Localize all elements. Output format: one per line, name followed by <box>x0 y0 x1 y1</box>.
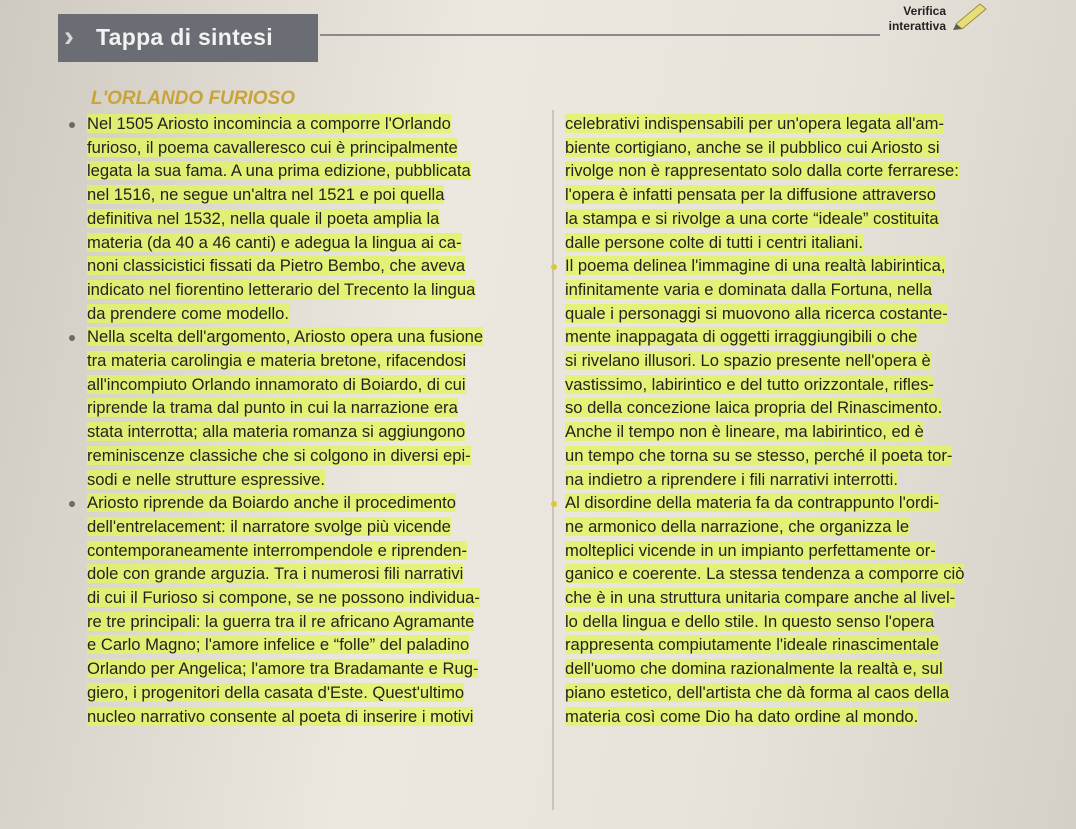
highlighted-text: noni classicistici fissati da Pietro Bembo, che aveva <box>87 256 466 276</box>
text-line <box>565 112 1060 136</box>
text-line <box>565 302 1060 326</box>
text-line <box>87 515 527 539</box>
text-line <box>565 183 1060 207</box>
text-line <box>565 539 1060 563</box>
text-line <box>87 302 527 326</box>
highlighted-text: contemporaneamente interrompendole e riprenden- <box>87 540 468 560</box>
highlighted-text: giero, i progenitori della casata d'Este. Quest'ultimo <box>87 682 465 702</box>
bullet-icon <box>69 335 75 341</box>
highlighted-text: dell'uomo che domina razionalmente la realtà e, sul <box>565 659 943 679</box>
highlighted-text: e Carlo Magno; l'amore infelice e “folle” del paladino <box>87 635 470 655</box>
highlighted-text: si rivelano illusori. Lo spazio presente nell'opera è <box>565 351 931 371</box>
text-line <box>565 278 1060 302</box>
bullet-icon <box>69 122 75 128</box>
highlighted-text: reminiscenze classiche che si colgono in diversi epi- <box>87 445 471 465</box>
highlighted-text: rappresenta compiutamente l'ideale rinascimentale <box>565 635 939 655</box>
section-title: L'ORLANDO FURIOSO <box>91 88 296 109</box>
text-line <box>87 705 527 729</box>
highlighted-text: mente inappagata di oggetti irraggiungibili o che <box>565 327 918 347</box>
highlighted-text: Ariosto riprende da Boiardo anche il procedimento <box>87 493 456 513</box>
highlighted-text: so della concezione laica propria del Rinascimento. <box>565 398 943 418</box>
text-line <box>87 349 527 373</box>
text-line <box>565 562 1060 586</box>
highlighted-text: stata interrotta; alla materia romanza si aggiungono <box>87 422 466 442</box>
highlighted-text: un tempo che torna su se stesso, perché il poeta tor- <box>565 445 953 465</box>
text-line <box>565 159 1060 183</box>
text-line <box>87 539 527 563</box>
highlighted-text: di cui il Furioso si compone, se ne possono individua- <box>87 588 480 608</box>
highlighted-text: nel 1516, ne segue un'altra nel 1521 e poi quella <box>87 185 445 205</box>
verifica-interattiva-link[interactable] <box>889 4 946 34</box>
text-line <box>87 325 527 349</box>
text-line <box>87 586 527 610</box>
text-line <box>87 468 527 492</box>
highlighted-text: riprende la trama dal punto in cui la narrazione era <box>87 398 458 418</box>
highlighted-text: infinitamente varia e dominata dalla Fortuna, nella <box>565 279 933 299</box>
text-line <box>565 515 1060 539</box>
text-line <box>565 231 1060 255</box>
highlighted-text: lo della lingua e dello stile. In questo senso l'opera <box>565 611 935 631</box>
highlighted-text: na indietro a riprendere i fili narrativi interrotti. <box>565 469 898 489</box>
highlighted-text: biente cortigiano, anche se il pubblico cui Ariosto si <box>565 137 940 157</box>
text-line <box>87 610 527 634</box>
column-divider <box>548 110 558 810</box>
header-title: Tappa di sintesi <box>96 24 273 50</box>
text-line <box>87 231 527 255</box>
highlighted-text: rivolge non è rappresentato solo dalla corte ferrarese: <box>565 161 959 181</box>
paragraph <box>565 491 1060 728</box>
right-column <box>565 112 1060 728</box>
text-line <box>565 136 1060 160</box>
text-line <box>565 705 1060 729</box>
paragraph <box>565 112 1060 254</box>
chevron-right-icon: › <box>64 20 74 53</box>
text-line <box>87 373 527 397</box>
highlighted-text: Nella scelta dell'argomento, Ariosto opera una fusione <box>87 327 484 347</box>
highlighted-text: ganico e coerente. La stessa tendenza a comporre ciò <box>565 564 965 584</box>
highlighted-text: quale i personaggi si muovono alla ricerca costante- <box>565 303 948 323</box>
text-line <box>87 136 527 160</box>
highlighted-text: Al disordine della materia fa da contrappunto l'ordi- <box>565 493 939 513</box>
highlighted-text: materia così come Dio ha dato ordine al mondo. <box>565 706 919 726</box>
text-line <box>565 325 1060 349</box>
highlighted-text: sodi e nelle strutture espressive. <box>87 469 325 489</box>
text-line <box>565 468 1060 492</box>
highlighted-text: indicato nel fiorentino letterario del Trecento la lingua <box>87 279 476 299</box>
highlighted-text: l'opera è infatti pensata per la diffusione attraverso <box>565 185 936 205</box>
highlighted-text: furioso, il poema cavalleresco cui è principalmente <box>87 137 458 157</box>
text-line <box>565 444 1060 468</box>
highlighted-text: da prendere come modello. <box>87 303 290 323</box>
text-line <box>87 207 527 231</box>
text-line <box>565 207 1060 231</box>
highlighted-text: che è in una struttura unitaria compare anche al livel- <box>565 588 956 608</box>
text-line <box>87 159 527 183</box>
text-line <box>87 657 527 681</box>
highlighted-text: la stampa e si rivolge a una corte “ideale” costituita <box>565 208 939 228</box>
text-line <box>87 183 527 207</box>
highlighted-text: legata la sua fama. A una prima edizione, pubblicata <box>87 161 471 181</box>
text-line <box>87 420 527 444</box>
verify-line-2: interattiva <box>888 19 946 33</box>
text-line <box>87 681 527 705</box>
text-line <box>87 254 527 278</box>
verify-line-1: Verifica <box>903 4 946 18</box>
paragraph <box>87 491 527 728</box>
text-line <box>565 633 1060 657</box>
header-rule <box>320 34 880 36</box>
text-line <box>87 278 527 302</box>
highlighted-text: dole con grande arguzia. Tra i numerosi fili narrativi <box>87 564 464 584</box>
paragraph <box>87 325 527 491</box>
text-line <box>87 633 527 657</box>
text-line <box>565 657 1060 681</box>
text-line <box>565 396 1060 420</box>
text-line <box>87 491 527 515</box>
highlighted-text: Orlando per Angelica; l'amore tra Bradamante e Rug- <box>87 659 479 679</box>
highlighted-text: nucleo narrativo consente al poeta di inserire i motivi <box>87 706 474 726</box>
highlighted-text: dell'entrelacement: il narratore svolge più vicende <box>87 516 451 536</box>
pencil-icon[interactable] <box>950 0 990 30</box>
highlighted-text: vastissimo, labirintico e del tutto orizzontale, rifles- <box>565 374 934 394</box>
highlighted-text: definitiva nel 1532, nella quale il poeta amplia la <box>87 208 440 228</box>
text-line <box>565 349 1060 373</box>
bullet-icon <box>69 501 75 507</box>
text-line <box>87 562 527 586</box>
text-line <box>565 254 1060 278</box>
highlighted-text: all'incompiuto Orlando innamorato di Boiardo, di cui <box>87 374 466 394</box>
text-line <box>87 444 527 468</box>
paragraph <box>565 254 1060 491</box>
text-line <box>565 610 1060 634</box>
highlighted-text: molteplici vicende in un impianto perfettamente or- <box>565 540 936 560</box>
text-line <box>87 396 527 420</box>
highlighted-text: Anche il tempo non è lineare, ma labirintico, ed è <box>565 422 924 442</box>
text-line <box>565 491 1060 515</box>
text-line <box>565 586 1060 610</box>
highlighted-text: materia (da 40 a 46 canti) e adegua la lingua ai ca- <box>87 232 462 252</box>
highlighted-text: re tre principali: la guerra tra il re africano Agramante <box>87 611 475 631</box>
highlighted-text: dalle persone colte di tutti i centri italiani. <box>565 232 863 252</box>
text-line <box>565 681 1060 705</box>
highlighted-text: tra materia carolingia e materia bretone, rifacendosi <box>87 351 467 371</box>
highlighted-text: piano estetico, dell'artista che dà forma al caos della <box>565 682 950 702</box>
text-line <box>565 373 1060 397</box>
highlighted-text: Nel 1505 Ariosto incomincia a comporre l'Orlando <box>87 114 451 133</box>
text-line <box>87 112 527 136</box>
text-line <box>565 420 1060 444</box>
left-column <box>87 112 527 728</box>
paragraph <box>87 112 527 325</box>
highlighted-text: celebrativi indispensabili per un'opera legata all'am- <box>565 114 944 133</box>
highlighted-text: ne armonico della narrazione, che organizza le <box>565 516 910 536</box>
highlighted-text: Il poema delinea l'immagine di una realtà labirintica, <box>565 256 946 276</box>
